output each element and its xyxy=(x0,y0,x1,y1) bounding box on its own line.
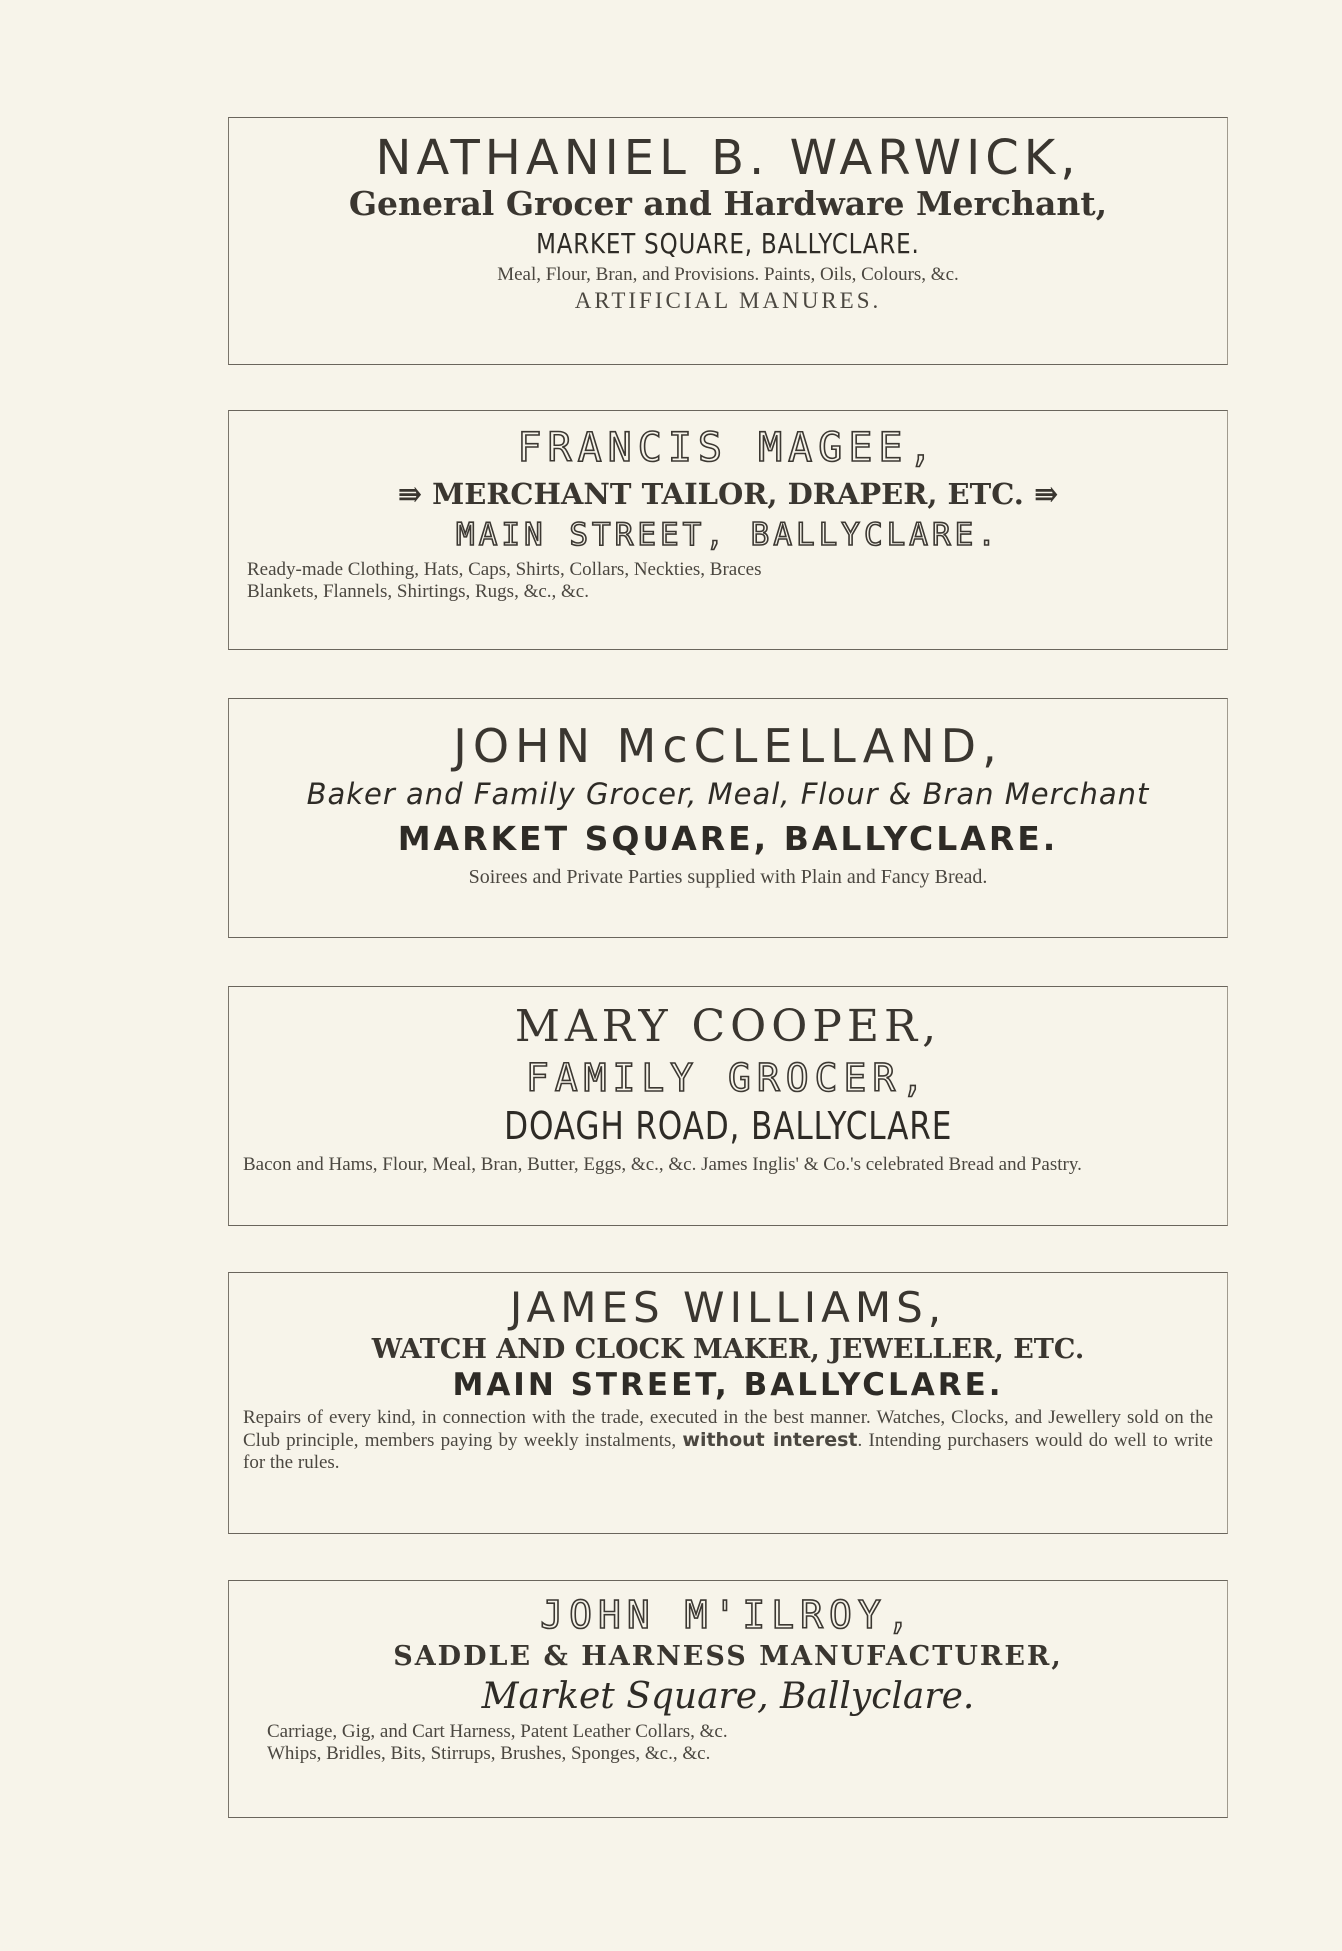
advert-details-line-2: Whips, Bridles, Bits, Stirrups, Brushes, Sponges, &c., &c. xyxy=(267,1743,711,1764)
advert-name: JOHN M'ILROY, xyxy=(540,1593,916,1637)
ornament-right-icon: ⇛ xyxy=(1023,477,1059,511)
advert-address: DOAGH ROAD, BALLYCLARE xyxy=(503,1104,953,1148)
advert-extra: ARTIFICIAL MANURES. xyxy=(574,288,882,313)
advert-details-line-1: Carriage, Gig, and Cart Harness, Patent Leather Collars, &c. xyxy=(267,1721,728,1742)
advert-warwick xyxy=(228,117,1228,365)
advert-name: FRANCIS MAGEE, xyxy=(517,425,939,471)
advert-name: JAMES WILLIAMS, xyxy=(509,1283,947,1332)
advert-address: MARKET SQUARE, BALLYCLARE. xyxy=(397,819,1059,858)
ornament-left-icon: ⇛ xyxy=(397,477,433,511)
advert-trade: SADDLE & HARNESS MANUFACTURER, xyxy=(393,1641,1063,1672)
advert-trade: FAMILY GROCER, xyxy=(525,1056,931,1100)
advert-details-line-2: Blankets, Flannels, Shirtings, Rugs, &c., &c. xyxy=(247,581,589,602)
advert-details: Bacon and Hams, Flour, Meal, Bran, Butter, Eggs, &c., &c. James Inglis' & Co.'s celebrated Bread and Pastry. xyxy=(243,1154,1082,1175)
advert-name: NATHANIEL B. WARWICK, xyxy=(375,130,1081,186)
advert-details: Soirees and Private Parties supplied with Plain and Fancy Bread. xyxy=(468,866,988,888)
advert-address: MARKET SQUARE, BALLYCLARE. xyxy=(536,227,920,260)
advert-trade: ⇛ MERCHANT TAILOR, DRAPER, ETC. ⇛ xyxy=(397,477,1059,511)
advert-details-line-1: Ready-made Clothing, Hats, Caps, Shirts, Collars, Neckties, Braces xyxy=(247,559,762,580)
advert-address: MAIN STREET, BALLYCLARE. xyxy=(456,517,1000,553)
advert-trade: WATCH AND CLOCK MAKER, JEWELLER, ETC. xyxy=(371,1334,1085,1365)
advert-address: Market Square, Ballyclare. xyxy=(481,1676,975,1717)
advert-magee xyxy=(228,410,1228,650)
advert-name: MARY COOPER, xyxy=(514,1001,942,1052)
advert-trade: Baker and Family Grocer, Meal, Flour & Bran Merchant xyxy=(306,777,1150,811)
advert-details: Meal, Flour, Bran, and Provisions. Paints, Oils, Colours, &c. xyxy=(497,264,959,285)
advert-details-emphasis: without interest xyxy=(682,1429,858,1451)
advert-address: MAIN STREET, BALLYCLARE. xyxy=(452,1367,1004,1403)
advert-name: JOHN McCLELLAND, xyxy=(453,719,1003,773)
advert-cooper xyxy=(228,986,1228,1226)
advert-milroy xyxy=(228,1580,1228,1818)
advert-trade: General Grocer and Hardware Merchant, xyxy=(348,184,1108,223)
advert-mcclelland xyxy=(228,698,1228,938)
advert-details: Repairs of every kind, in connection with the trade, executed in the best manner. Watches, Clocks, and Jewellery sold on the Club principle, members paying by weekly instalments, without interest. Intending purchasers would do well to write for the rules. xyxy=(243,1407,1213,1473)
advert-williams xyxy=(228,1272,1228,1534)
